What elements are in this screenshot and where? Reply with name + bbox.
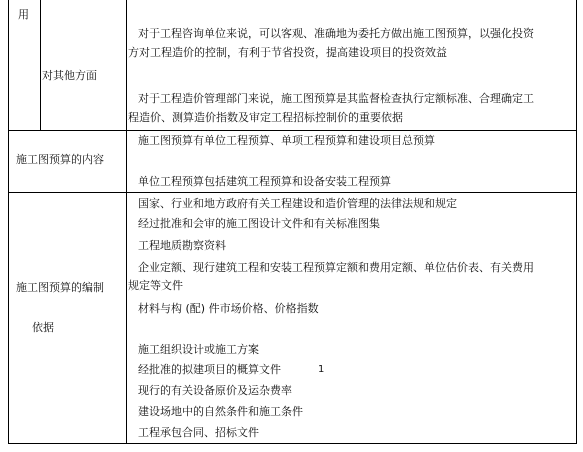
content-line-1: 施工图预算有单位工程预算、单项工程预算和建设项目总预算 <box>138 134 435 147</box>
row-divider-2 <box>8 192 577 193</box>
basis-item-6: 施工组织设计或施工方案 <box>138 343 259 356</box>
footnote-marker: 1 <box>318 364 325 375</box>
basis-label-line-1: 施工图预算的编制 <box>16 281 104 294</box>
other-aspects-label: 对其他方面 <box>42 69 97 82</box>
use-label: 用 <box>18 8 29 21</box>
table-border-left <box>8 0 9 444</box>
basis-label-line-2: 依据 <box>32 321 54 334</box>
top-content-line-3: 对于工程造价管理部门来说，施工图预算是其监督检查执行定额标准、合理确定工 <box>138 92 534 105</box>
sub-col-divider <box>40 0 41 131</box>
top-content-line-2: 方对工程造价的控制，有利于节省投资，提高建设项目的投资效益 <box>128 46 447 59</box>
basis-item-4: 企业定额、现行建筑工程和安装工程预算定额和费用定额、单位估价表、有关费用 <box>138 261 534 274</box>
top-content-line-4: 程造价、测算造价指数及审定工程招标控制价的重要依据 <box>128 111 403 124</box>
basis-item-2: 经过批准和会审的施工图设计文件和有关标准图集 <box>138 217 380 230</box>
content-line-2: 单位工程预算包括建筑工程预算和设备安装工程预算 <box>138 175 391 188</box>
basis-item-9: 建设场地中的自然条件和施工条件 <box>138 405 303 418</box>
basis-item-10: 工程承包合同、招标文件 <box>138 426 259 439</box>
col-divider <box>126 0 127 444</box>
top-content-line-1: 对于工程咨询单位来说，可以客观、准确地为委托方做出施工图预算，以强化投资 <box>138 27 534 40</box>
table-border-right <box>576 0 577 444</box>
basis-item-3: 工程地质勘察资料 <box>138 239 226 252</box>
basis-item-7: 经批准的拟建项目的概算文件 <box>138 363 281 376</box>
table-border-bottom <box>8 443 577 444</box>
content-section-label: 施工图预算的内容 <box>16 153 104 166</box>
row-divider-1 <box>8 130 577 131</box>
basis-item-1: 国家、行业和地方政府有关工程建设和造价管理的法律法规和规定 <box>138 197 457 210</box>
basis-item-4-cont: 规定等文件 <box>128 279 183 292</box>
basis-item-5: 材料与构 (配) 件市场价格、价格指数 <box>138 302 319 315</box>
basis-item-8: 现行的有关设备原价及运杂费率 <box>138 384 292 397</box>
